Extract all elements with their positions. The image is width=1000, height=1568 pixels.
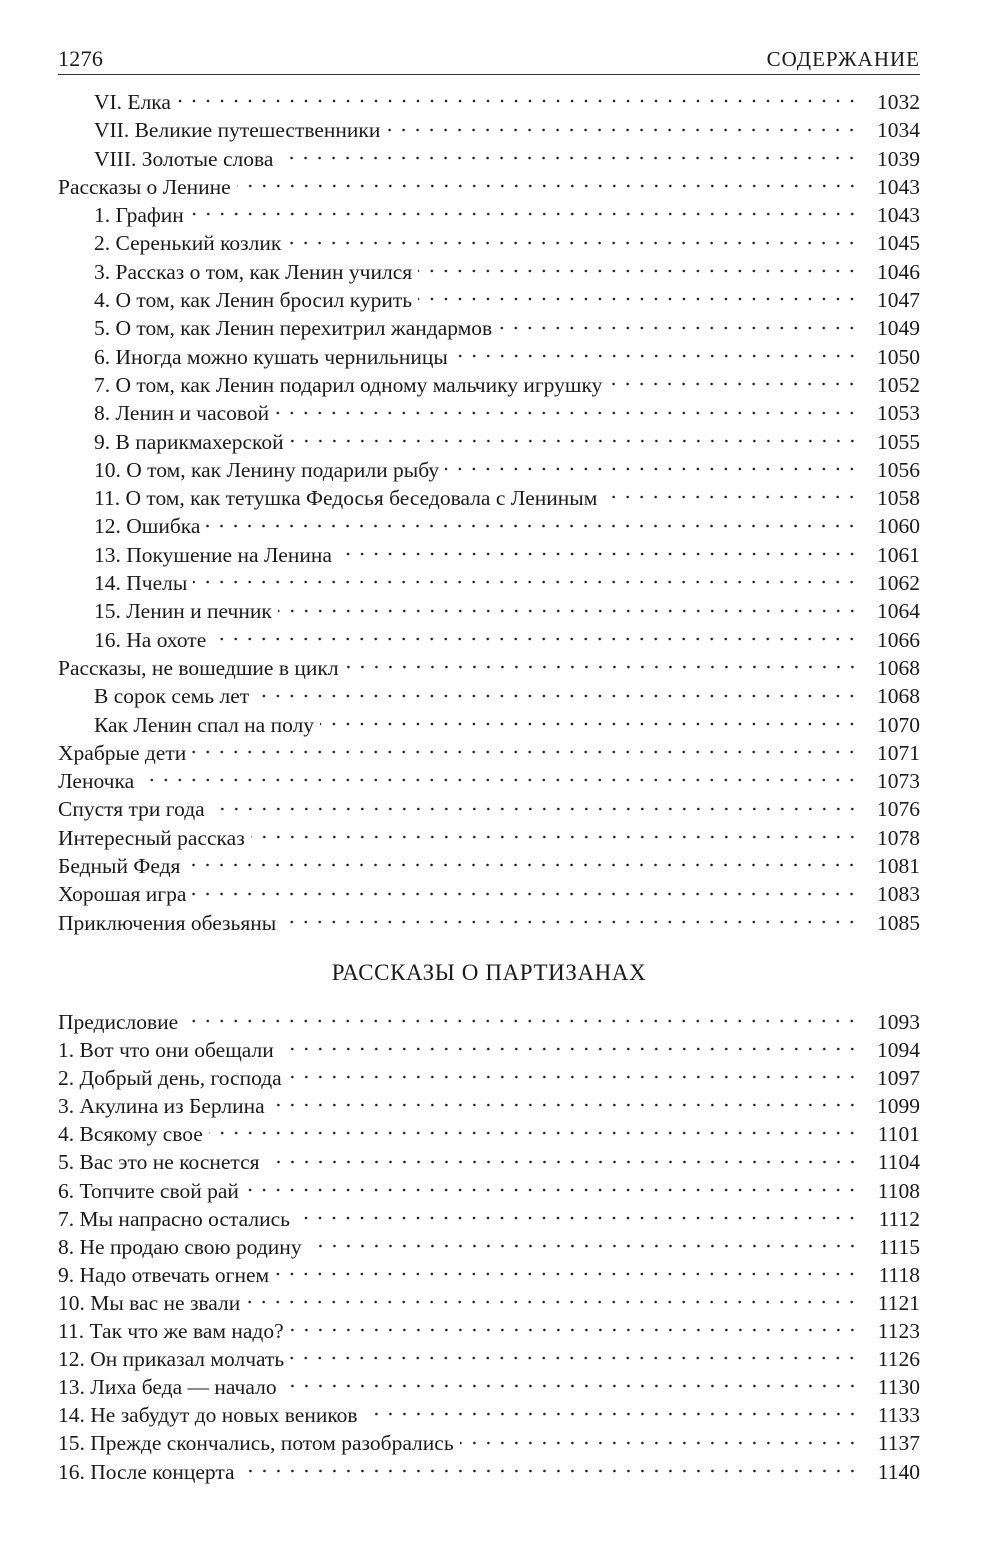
- toc-entry: [58, 1373, 920, 1401]
- toc-entry-title: 6. Иногда можно кушать чернильницы: [94, 344, 448, 369]
- dot-leader: [193, 573, 862, 591]
- toc-entry-title: 3. Акулина из Берлина: [58, 1094, 265, 1119]
- toc-entry-page-number: 1061: [877, 542, 920, 567]
- toc-entry-page-number: 1137: [877, 1431, 920, 1456]
- toc-entry-page-number: 1064: [877, 599, 920, 624]
- dot-leader: [266, 1153, 862, 1171]
- toc-entry-page-number: 1062: [877, 571, 920, 596]
- toc-entry: [58, 711, 920, 739]
- toc-entry-page-number: 1123: [877, 1319, 920, 1344]
- toc-entry-page-number: 1140: [877, 1459, 920, 1484]
- toc-entry-title: Спустя три года: [58, 797, 205, 822]
- toc-entry-page-number: 1068: [877, 655, 920, 680]
- toc-entry-title: 11. О том, как тетушка Федосья беседовала с Лениным: [94, 486, 598, 511]
- dot-leader: [287, 234, 862, 252]
- dot-leader: [279, 149, 862, 167]
- toc-entry: [58, 739, 920, 767]
- toc-entry: [58, 1261, 920, 1289]
- toc-entry-page-number: 1060: [877, 514, 920, 539]
- toc-entry: [58, 1092, 920, 1120]
- toc-entry-page-number: 1094: [877, 1038, 920, 1063]
- toc-entry-page-number: 1081: [877, 854, 920, 879]
- dot-leader: [290, 1321, 862, 1339]
- toc-entry: [58, 1317, 920, 1345]
- toc-entry: [58, 541, 920, 569]
- dot-leader: [241, 1462, 862, 1480]
- toc-entry-title: 16. На охоте: [94, 627, 207, 652]
- section-heading: РАССКАЗЫ О ПАРТИЗАНАХ: [331, 960, 647, 985]
- toc-entry-title: Рассказы о Ленине: [58, 174, 231, 199]
- toc-entry-title: 8. Ленин и часовой: [94, 401, 270, 426]
- dot-leader: [192, 885, 862, 903]
- toc-entry-title: Хорошая игра: [58, 882, 187, 907]
- toc-entry-page-number: 1070: [877, 712, 920, 737]
- toc-entry-page-number: 1047: [877, 288, 920, 313]
- toc-entry: [58, 173, 920, 201]
- dot-leader: [186, 856, 862, 874]
- toc-entry-title: 5. Вас это не коснется: [58, 1150, 260, 1175]
- toc-entry-page-number: 1121: [877, 1290, 920, 1315]
- toc-entry: [58, 1458, 920, 1486]
- dot-leader: [280, 1040, 862, 1058]
- toc-entry: [58, 229, 920, 257]
- dot-leader: [364, 1405, 862, 1423]
- toc-entry-title: 9. Надо отвечать огнем: [58, 1262, 270, 1287]
- toc-entry-page-number: 1032: [877, 90, 920, 114]
- toc-entry-page-number: 1097: [877, 1066, 920, 1091]
- toc-entry-page-number: 1093: [877, 1010, 920, 1034]
- toc-entry-page-number: 1118: [878, 1262, 920, 1287]
- toc-entry-page-number: 1056: [877, 457, 920, 482]
- dot-leader: [345, 658, 862, 676]
- dot-leader: [212, 630, 862, 648]
- toc-entry-title: 11. Так что же вам надо?: [58, 1319, 284, 1344]
- page-number: 1276: [58, 46, 104, 71]
- toc-entry: [58, 1148, 920, 1176]
- toc-entry-page-number: 1034: [877, 118, 920, 143]
- toc-entry: [58, 682, 920, 710]
- dot-leader: [275, 404, 862, 422]
- toc-entry: [58, 484, 920, 512]
- toc-entry: [58, 654, 920, 682]
- toc-entry: [58, 512, 920, 540]
- toc-entry-title: 8. Не продаю свою родину: [58, 1234, 302, 1259]
- running-title: СОДЕРЖАНИЕ: [766, 47, 920, 71]
- dot-leader: [338, 545, 862, 563]
- toc-entry-page-number: 1050: [877, 344, 920, 369]
- toc-entry-title: Храбрые дети: [58, 740, 187, 765]
- dot-leader: [386, 121, 862, 139]
- toc-entry: [58, 909, 920, 937]
- dot-leader: [454, 347, 862, 365]
- dot-leader: [209, 1124, 862, 1142]
- table-of-contents-part-1: [58, 88, 920, 937]
- dot-leader: [498, 319, 862, 337]
- toc-entry: [58, 1008, 920, 1036]
- toc-entry: [58, 258, 920, 286]
- page-header: [58, 40, 920, 75]
- toc-entry-page-number: 1130: [877, 1375, 920, 1400]
- toc-entry-page-number: 1053: [877, 401, 920, 426]
- toc-entry: [58, 399, 920, 427]
- dot-leader: [290, 432, 862, 450]
- toc-entry-title: 4. О том, как Ленин бросил курить: [94, 288, 413, 313]
- toc-entry: [58, 201, 920, 229]
- dot-leader: [255, 687, 862, 705]
- toc-entry-page-number: 1039: [877, 146, 920, 171]
- dot-leader: [608, 375, 862, 393]
- toc-entry-title: VI. Елка: [94, 90, 171, 114]
- toc-entry-title: 1. Вот что они обещали: [58, 1038, 274, 1063]
- toc-entry-page-number: 1068: [877, 684, 920, 709]
- toc-entry: [58, 1289, 920, 1317]
- toc-entry-title: 12. Ошибка: [94, 514, 201, 539]
- toc-entry-title: VII. Великие путешественники: [94, 118, 381, 143]
- toc-entry-page-number: 1112: [878, 1206, 920, 1231]
- toc-entry-page-number: 1066: [877, 627, 920, 652]
- toc-entry: [58, 1036, 920, 1064]
- dot-leader: [603, 488, 862, 506]
- dot-leader: [445, 460, 862, 478]
- toc-entry: [58, 343, 920, 371]
- dot-leader: [275, 1265, 862, 1283]
- toc-entry-page-number: 1101: [877, 1122, 920, 1147]
- toc-entry-page-number: 1083: [877, 882, 920, 907]
- dot-leader: [418, 262, 862, 280]
- toc-entry: [58, 1429, 920, 1457]
- dot-leader: [288, 1068, 862, 1086]
- toc-entry-page-number: 1078: [877, 825, 920, 850]
- toc-entry-title: 15. Ленин и печник: [94, 599, 272, 624]
- dot-leader: [211, 800, 862, 818]
- dot-leader: [278, 602, 862, 620]
- toc-entry-title: Интересный рассказ: [58, 825, 245, 850]
- toc-entry-title: 16. После концерта: [58, 1459, 235, 1484]
- dot-leader: [308, 1237, 862, 1255]
- toc-entry: [58, 626, 920, 654]
- dot-leader: [460, 1434, 862, 1452]
- toc-entry-title: Приключения обезьяны: [58, 910, 277, 935]
- toc-entry-title: 10. О том, как Ленину подарили рыбу: [94, 457, 440, 482]
- toc-entry-title: 6. Топчите свой рай: [58, 1178, 239, 1203]
- toc-entry: [58, 286, 920, 314]
- toc-entry-page-number: 1133: [877, 1403, 920, 1428]
- toc-entry: [58, 371, 920, 399]
- toc-entry-title: 9. В парикмахерской: [94, 429, 284, 454]
- toc-entry-page-number: 1045: [877, 231, 920, 256]
- toc-entry-title: 14. Пчелы: [94, 571, 188, 596]
- toc-entry: [58, 314, 920, 342]
- dot-leader: [296, 1209, 862, 1227]
- toc-entry: [58, 597, 920, 625]
- toc-entry: [58, 1345, 920, 1373]
- dot-leader: [190, 205, 862, 223]
- toc-entry-page-number: 1071: [877, 740, 920, 765]
- toc-entry-title: Леночка: [58, 769, 135, 794]
- toc-entry-title: Предисловие: [58, 1010, 179, 1034]
- toc-entry-title: 2. Серенький козлик: [94, 231, 282, 256]
- toc-entry-page-number: 1104: [877, 1150, 920, 1175]
- toc-entry-page-number: 1126: [877, 1347, 920, 1372]
- toc-entry: [58, 456, 920, 484]
- toc-entry-title: Бедный Федя: [58, 854, 181, 879]
- dot-leader: [246, 1293, 862, 1311]
- toc-entry: [58, 1401, 920, 1429]
- dot-leader: [177, 92, 862, 110]
- toc-entry-page-number: 1049: [877, 316, 920, 341]
- dot-leader: [283, 1377, 862, 1395]
- toc-entry-title: 10. Мы вас не звали: [58, 1290, 241, 1315]
- dot-leader: [237, 177, 862, 195]
- dot-leader: [271, 1096, 862, 1114]
- toc-entry-page-number: 1043: [877, 174, 920, 199]
- toc-entry: [58, 767, 920, 795]
- toc-entry-title: VIII. Золотые слова: [94, 146, 274, 171]
- dot-leader: [140, 771, 862, 789]
- toc-entry-page-number: 1052: [877, 372, 920, 397]
- toc-entry: [58, 116, 920, 144]
- toc-entry-page-number: 1043: [877, 203, 920, 228]
- toc-entry: [58, 1205, 920, 1233]
- toc-entry-title: Рассказы, не вошедшие в цикл: [58, 655, 339, 680]
- toc-entry: [58, 824, 920, 852]
- dot-leader: [206, 517, 862, 535]
- toc-entry: [58, 145, 920, 173]
- toc-entry-title: 15. Прежде скончались, потом разобрались: [58, 1431, 454, 1456]
- toc-entry-page-number: 1058: [877, 486, 920, 511]
- dot-leader: [245, 1181, 862, 1199]
- toc-entry-title: 12. Он приказал молчать: [58, 1347, 285, 1372]
- toc-entry-title: 7. О том, как Ленин подарил одному мальчику игрушку: [94, 372, 603, 397]
- toc-entry-title: 5. О том, как Ленин перехитрил жандармов: [94, 316, 493, 341]
- toc-entry-title: 13. Лиха беда — начало: [58, 1375, 277, 1400]
- toc-entry-page-number: 1046: [877, 259, 920, 284]
- toc-entry-page-number: 1115: [878, 1234, 920, 1259]
- toc-entry-page-number: 1076: [877, 797, 920, 822]
- dot-leader: [320, 715, 862, 733]
- toc-entry-title: 1. Графин: [94, 203, 184, 228]
- toc-entry-page-number: 1085: [877, 910, 920, 935]
- toc-entry: [58, 795, 920, 823]
- toc-entry-title: 3. Рассказ о том, как Ленин учился: [94, 259, 413, 284]
- dot-leader: [192, 743, 862, 761]
- toc-entry: [58, 1064, 920, 1092]
- toc-entry-title: 14. Не забудут до новых веников: [58, 1403, 358, 1428]
- toc-entry: [58, 88, 920, 116]
- table-of-contents-part-2: [58, 1008, 920, 1486]
- toc-entry-page-number: 1055: [877, 429, 920, 454]
- toc-entry: [58, 1120, 920, 1148]
- toc-entry-page-number: 1099: [877, 1094, 920, 1119]
- toc-entry-title: 4. Всякому свое: [58, 1122, 203, 1147]
- toc-entry: [58, 569, 920, 597]
- toc-entry: [58, 1233, 920, 1261]
- toc-entry: [58, 852, 920, 880]
- dot-leader: [184, 1012, 862, 1030]
- toc-entry-title: 7. Мы напрасно остались: [58, 1206, 290, 1231]
- dot-leader: [282, 913, 862, 931]
- toc-entry-title: В сорок семь лет: [94, 684, 250, 709]
- toc-entry: [58, 428, 920, 456]
- toc-entry-title: 2. Добрый день, господа: [58, 1066, 282, 1091]
- toc-entry: [58, 1177, 920, 1205]
- toc-entry-page-number: 1073: [877, 769, 920, 794]
- dot-leader: [290, 1349, 862, 1367]
- dot-leader: [418, 290, 862, 308]
- toc-entry: [58, 880, 920, 908]
- toc-entry-title: Как Ленин спал на полу: [94, 712, 315, 737]
- toc-entry-page-number: 1108: [877, 1178, 920, 1203]
- toc-entry-title: 13. Покушение на Ленина: [94, 542, 332, 567]
- dot-leader: [251, 828, 862, 846]
